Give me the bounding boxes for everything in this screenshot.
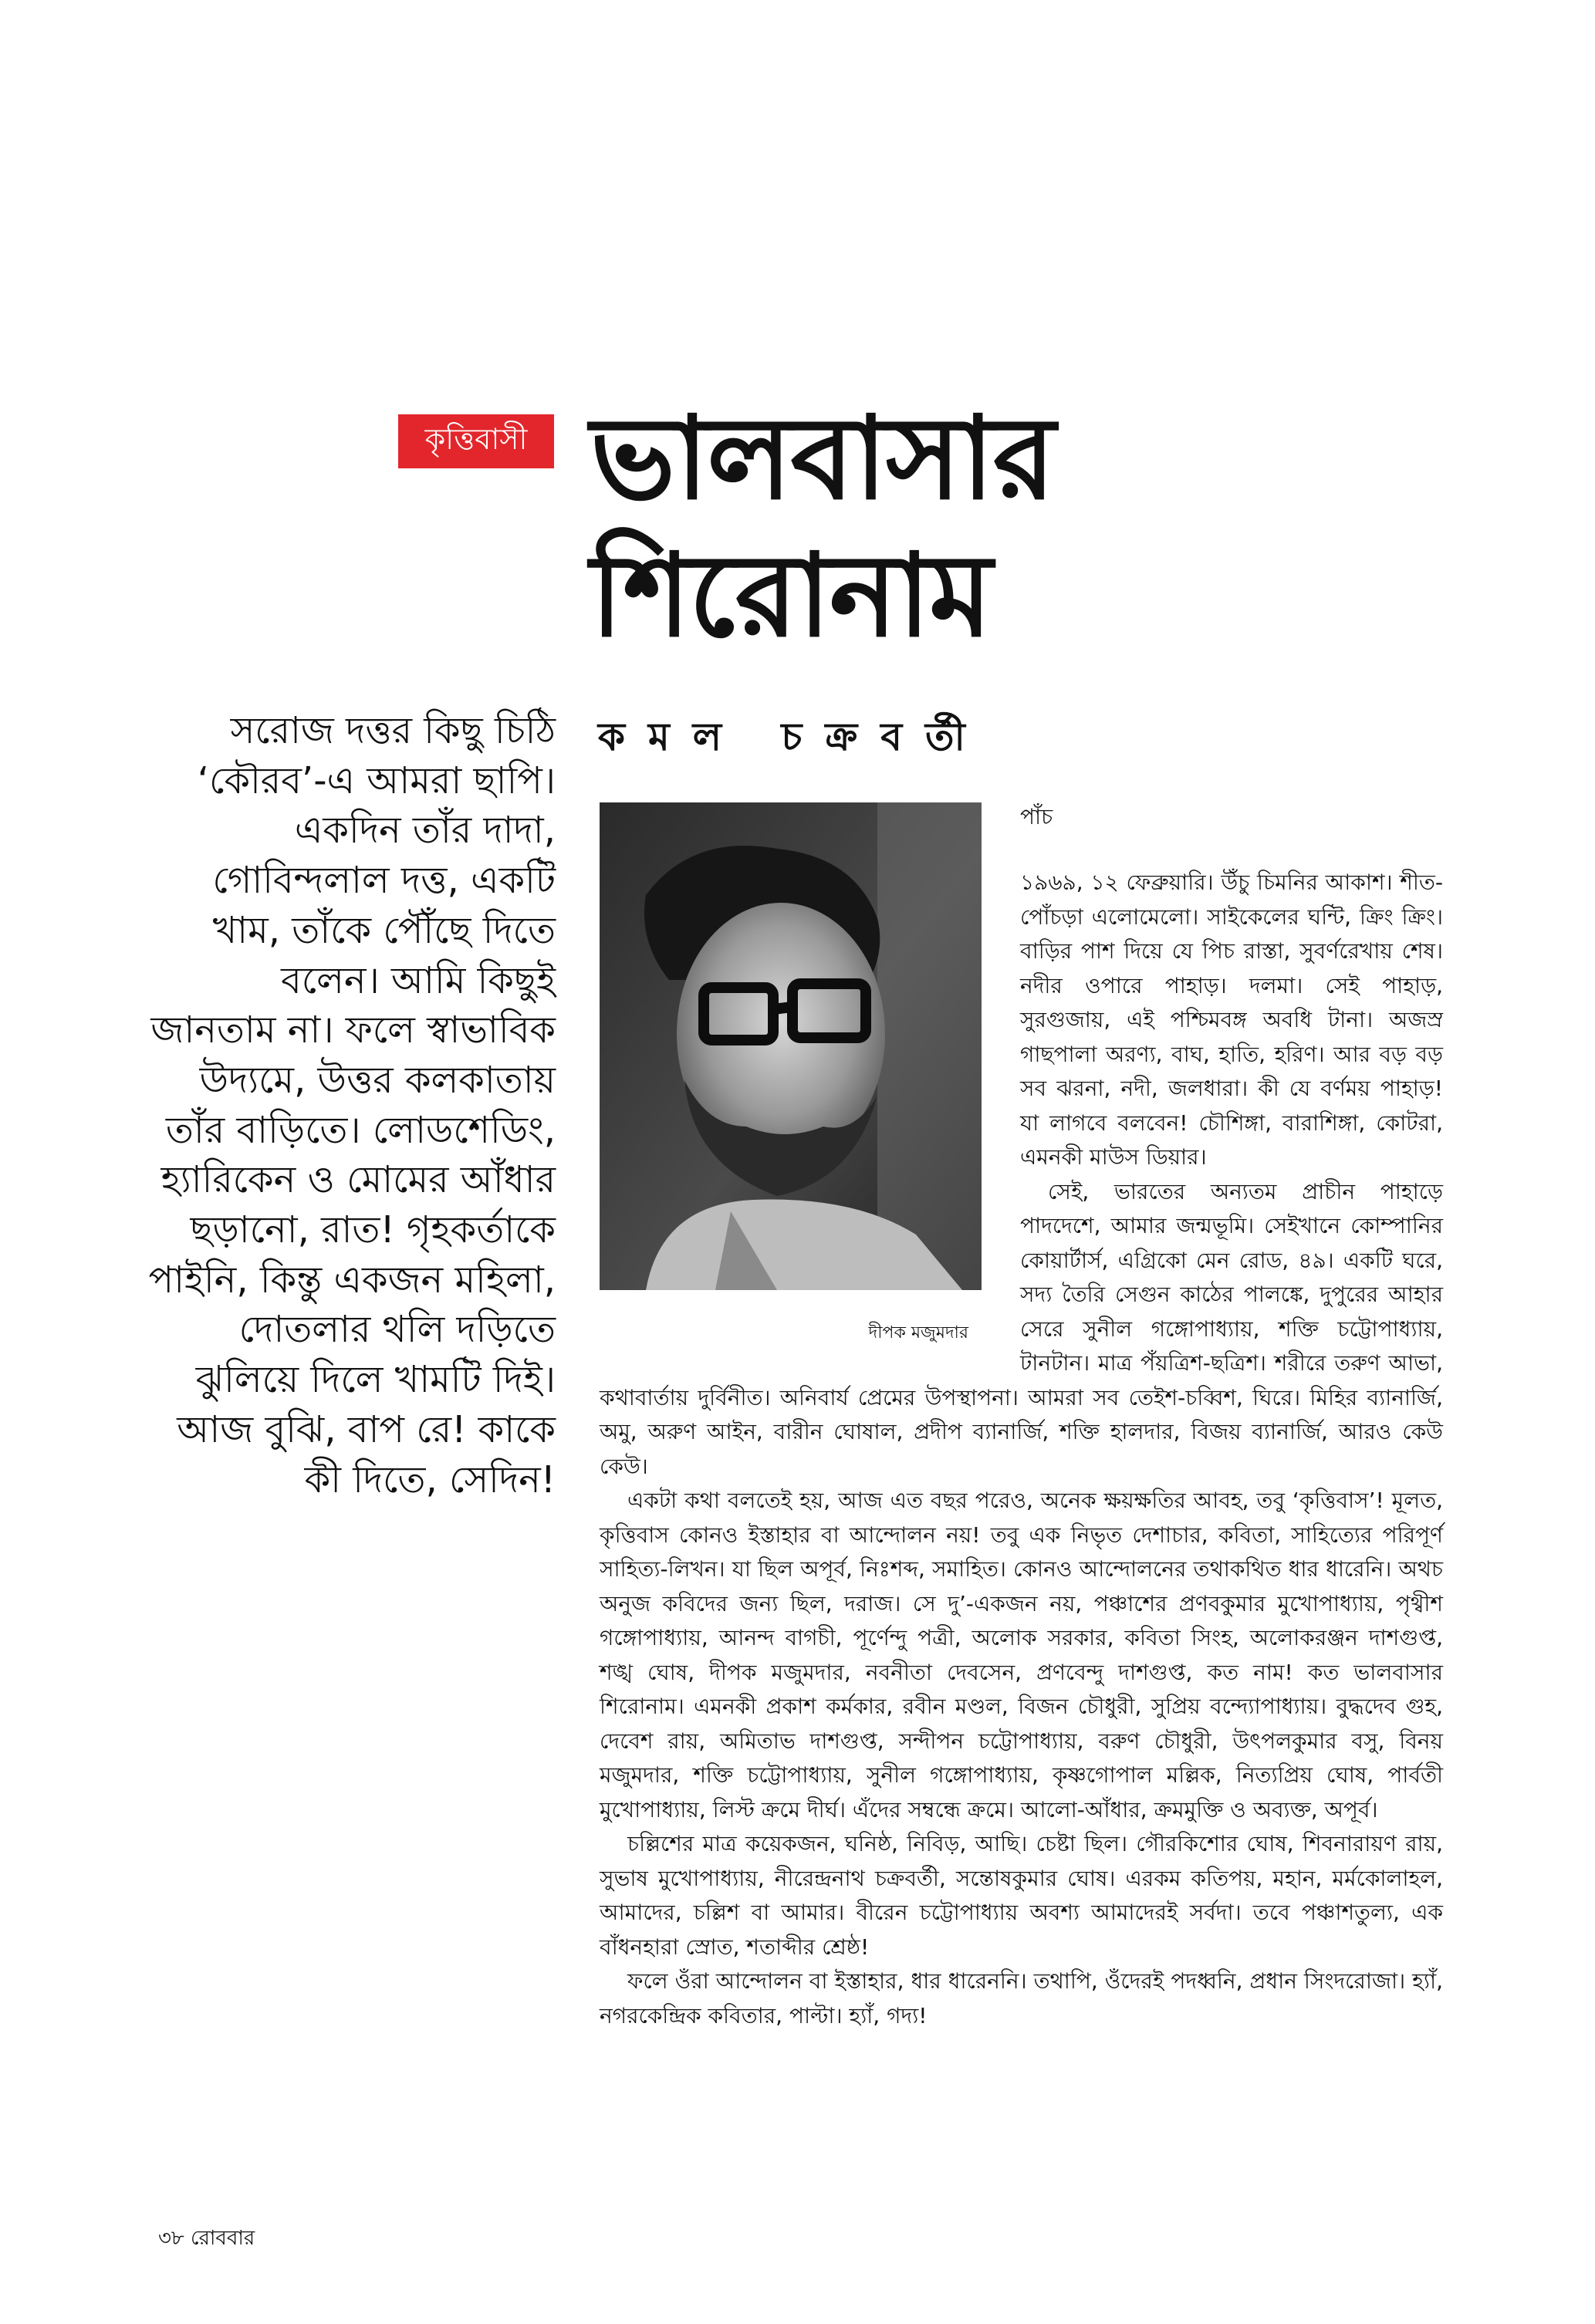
section-badge-label: কৃত্তিবাসী <box>424 422 528 456</box>
body-paragraph: একটা কথা বলতেই হয়, আজ এত বছর পরেও, অনেক ক্ষয়ক্ষতির আবহ, তবু ‘কৃত্তিবাস’! মূলত, কৃত্তিবাস কোনও ইস্তাহার বা আন্দোলন নয়! তবু এক নিভৃত দেশাচার, কবিতা, সাহিত্যের পরিপূর্ণ সাহিত্য-লিখন। যা ছিল অপূর্ব, নিঃশব্দ, সমাহিত। কোনও আন্দোলনের তথাকথিত ধার ধারেনি। অথচ অনুজ কবিদের জন্য ছিল, দরাজ। সে দু’-একজন নয়, পঞ্চাশের প্রণবকুমার মুখোপাধ্যায়, পৃথ্বীশ গঙ্গোপাধ্যায়, আনন্দ বাগচী, পূর্ণেন্দু পত্রী, অলোক সরকার, কবিতা সিংহ, অলোকরঞ্জন দাশগুপ্ত, শঙ্খ ঘোষ, দীপক মজুমদার, নবনীতা দেবসেন, প্রণবেন্দু দাশগুপ্ত, কত নাম! কত ভালবাসার শিরোনাম। এমনকী প্রকাশ কর্মকার, রবীন মণ্ডল, বিজন চৌধুরী, সুপ্রিয় বন্দ্যোপাধ্যায়। বুদ্ধদেব গুহ, দেবেশ রায়, অমিতাভ দাশগুপ্ত, সন্দীপন চট্টোপাধ্যায়, বরুণ চৌধুরী, উৎপলকুমার বসু, বিনয় মজুমদার, শক্তি চট্টোপাধ্যায়, সুনীল গঙ্গোপাধ্যায়, কৃষ্ণগোপাল মল্লিক, নিত্যপ্রিয় ঘোষ, পার্বতী মুখোপাধ্যায়, লিস্ট ক্রমে দীর্ঘ। এঁদের সম্বন্ধে ক্রমে। আলো-আঁধার, ক্রমমুক্তি ও অব্যক্ত, অপূর্ব। <box>600 1488 1443 1822</box>
photo-wrap-spacer <box>600 866 1020 1375</box>
section-number: পাঁচ <box>1020 804 1053 829</box>
body-paragraph: ১৯৬৯, ১২ ফেব্রুয়ারি। উঁচু চিমনির আকাশ। শীত-পোঁচড়া এলোমেলো। সাইকেলের ঘন্টি, ক্রিং ক্রিং। বাড়ির পাশ দিয়ে যে পিচ রাস্তা, সুবর্ণরেখায় শেষ। নদীর ওপারে পাহাড়। দলমা। সেই পাহাড়, সুরগুজায়, এই পশ্চিমবঙ্গ অবধি টানা। অজস্র গাছপালা অরণ্য, বাঘ, হাতি, হরিণ। আর বড় বড় সব ঝরনা, নদী, জলধারা। কী যে বর্ণময় পাহাড়! যা লাগবে বলবেন! চৌশিঙ্গা, বারাশিঙ্গা, কোটরা, এমনকী মাউস ডিয়ার। <box>1020 870 1443 1170</box>
section-badge <box>398 414 554 468</box>
article-body <box>600 866 1443 2033</box>
headline-line-1: ভালবাসার <box>590 392 1054 525</box>
author-byline: কমল চক্রবর্তী <box>598 714 988 759</box>
body-paragraph: চল্লিশের মাত্র কয়েকজন, ঘনিষ্ঠ, নিবিড়, আছি। চেষ্টা ছিল। গৌরকিশোর ঘোষ, শিবনারায়ণ রায়, সুভাষ মুখোপাধ্যায়, নীরেন্দ্রনাথ চক্রবর্তী, সন্তোষকুমার ঘোষ। এরকম কতিপয়, মহান, মর্মকোলাহল, আমাদের, চল্লিশ বা আমার। বীরেন চট্টোপাধ্যায় অবশ্য আমাদেরই সর্বদা। তবে পঞ্চাশতুল্য, এক বাঁধনহারা স্রোত, শতাব্দীর শ্রেষ্ঠ! <box>600 1831 1443 1960</box>
pull-quote: সরোজ দত্তর কিছু চিঠি ‘কৌরব’-এ আমরা ছাপি। একদিন তাঁর দাদা, গোবিন্দলাল দত্ত, একটি খাম, তাঁকে পৌঁছে দিতে বলেন। আমি কিছুই জানতাম না। ফলে স্বাভাবিক উদ্যমে, উত্তর কলকাতায় তাঁর বাড়িতে। লোডশেডিং, হ্যারিকেন ও মোমের আঁধার ছড়ানো, রাত! গৃহকর্তাকে পাইনি, কিন্তু একজন মহিলা, দোতলার থলি দড়িতে ঝুলিয়ে দিলে খামটি দিই। আজ বুঝি, বাপ রে! কাকে কী দিতে, সেদিন! <box>148 709 556 1501</box>
page-folio: ৩৮ রোববার <box>158 2227 255 2250</box>
headline-line-2: শিরোনাম <box>590 529 992 662</box>
headline <box>590 390 1146 664</box>
body-paragraph: সেই, ভারতের অন্যতম প্রাচীন পাহাড়ে পাদদেশে, আমার জন্মভূমি। সেইখানে কোম্পানির কোয়ার্টার্স, এগ্রিকো মেন রোড, ৪৯। একটি ঘরে, সদ্য তৈরি সেগুন কাঠের পালঙ্কে, দুপুরের আহার সেরে সুনীল গঙ্গোপাধ্যায়, শক্তি চট্টোপাধ্যায়, টানটান। মাত্র পঁয়ত্রিশ-ছত্রিশ। শরীরে তরুণ আভা, কথাবার্তায় দুর্বিনীত। অনিবার্য প্রেমের উপস্থাপনা। আমরা সব তেইশ-চব্বিশ, ঘিরে। মিহির ব্যানার্জি, অমু, অরুণ আইন, বারীন ঘোষাল, প্রদীপ ব্যানার্জি, শক্তি হালদার, বিজয় ব্যানার্জি, আরও কেউ কেউ। <box>600 1178 1443 1479</box>
photo-caption: দীপক মজুমদার <box>868 1323 968 1343</box>
body-paragraph: ফলে ওঁরা আন্দোলন বা ইস্তাহার, ধার ধারেননি। তথাপি, ওঁদেরই পদধ্বনি, প্রধান সিংদরোজা। হ্যাঁ, নগরকেন্দ্রিক কবিতার, পাল্টা। হ্যাঁ, গদ্য! <box>600 1968 1443 2028</box>
